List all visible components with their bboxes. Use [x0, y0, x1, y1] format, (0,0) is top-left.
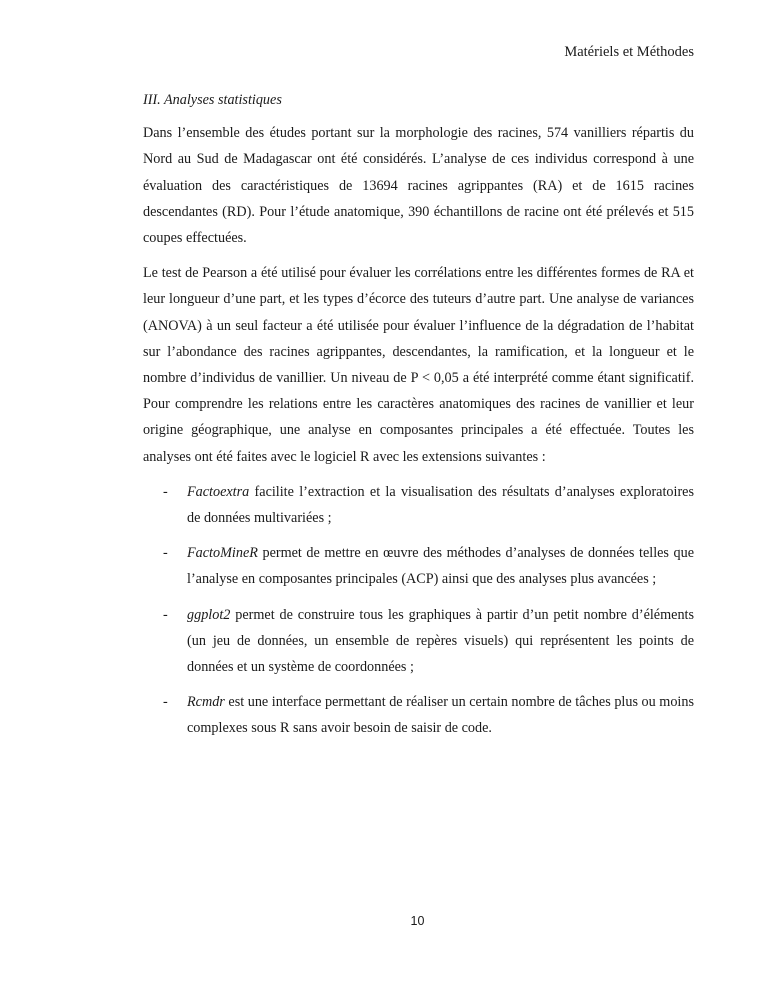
package-name: ggplot2: [187, 606, 231, 623]
running-header: Matériels et Méthodes: [564, 44, 694, 60]
package-name: Rcmdr: [187, 694, 225, 711]
paragraph-statistics: Le test de Pearson a été utilisé pour évaluer les corrélations entre les différentes formes de RA et leur longueur d’une part, et les types d’écorce des tuteurs d’autre part. Une analyse de variances (ANOVA) à un seul facteur a été utilisée pour évaluer l’influence de la dégradation de l’habitat sur l’abondance des racines agrippantes, descendantes, la ramification, et la longueur et le nombre d’individus de vanillier. Un niveau de P < 0,05 a été interprété comme étant significatif. Pour comprendre les relations entre les caractères anatomiques des racines de vanillier et leur origine géographique, une analyse en composantes principales a été effectuée. Toutes les analyses ont été faites avec le logiciel R avec les extensions suivantes :: [143, 265, 694, 465]
page-number: 10: [410, 914, 425, 928]
package-name: Factoextra: [187, 483, 250, 500]
package-name: FactoMineR: [187, 545, 258, 562]
list-item: [143, 602, 694, 681]
list-bullet: -: [163, 694, 168, 711]
list-bullet: -: [163, 545, 168, 562]
page-content: [143, 87, 694, 751]
package-description: facilite l’extraction et la visualisation des résultats d’analyses exploratoires de données multivariées ;: [187, 483, 694, 527]
package-description: permet de mettre en œuvre des méthodes d’analyses de données telles que l’analyse en composantes principales (ACP) ainsi que des analyses plus avancées ;: [187, 545, 694, 588]
list-item: [143, 540, 694, 592]
list-bullet: -: [163, 606, 168, 623]
list-item: [143, 689, 694, 741]
section-title: III. Analyses statistiques: [143, 92, 282, 108]
list-item: [143, 479, 694, 531]
r-packages-list: [143, 479, 694, 742]
list-bullet: -: [163, 483, 168, 500]
package-description: permet de construire tous les graphiques à partir d’un petit nombre d’éléments (un jeu de données, un ensemble de repères visuels) qui représentent les points de données et un système de coordonnées ;: [187, 606, 694, 676]
paragraph-sampling: Dans l’ensemble des études portant sur la morphologie des racines, 574 vanilliers répartis du Nord au Sud de Madagascar ont été considérés. L’analyse de ces individus correspond à une évaluation des caractéristiques de 13694 racines agrippantes (RA) et de 1615 racines descendantes (RD). Pour l’étude anatomique, 390 échantillons de racine ont été prélevés et 515 coupes effectuées.: [143, 125, 694, 247]
package-description: est une interface permettant de réaliser un certain nombre de tâches plus ou moins complexes sous R sans avoir besoin de saisir de code.: [187, 694, 694, 737]
